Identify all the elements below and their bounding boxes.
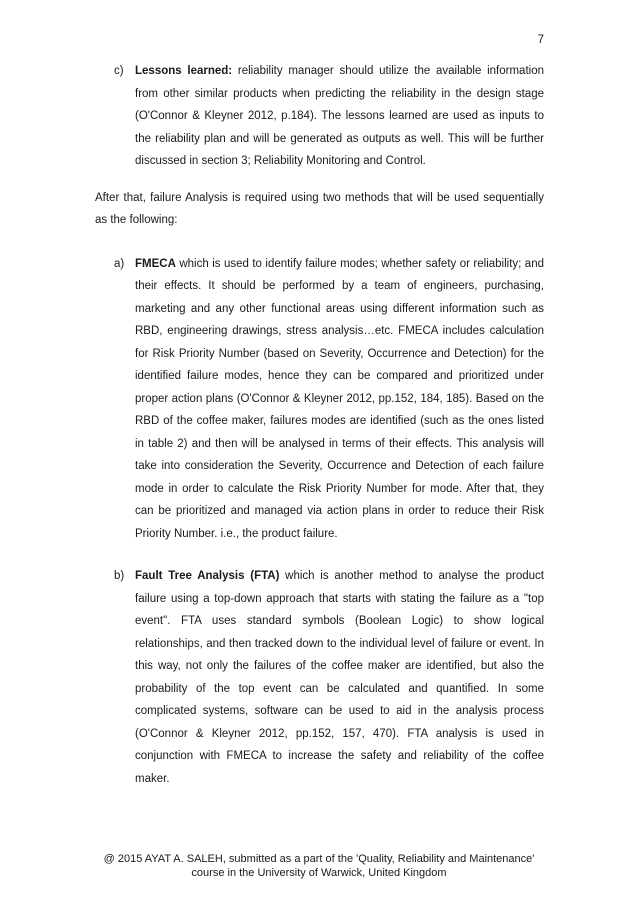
list-item-term: FMECA xyxy=(135,257,176,270)
list-item-lessons-learned xyxy=(95,60,544,173)
list-marker: b) xyxy=(114,570,125,582)
list-item-term: Lessons learned: xyxy=(135,65,233,77)
list-item-fmeca xyxy=(95,253,544,546)
list-marker: a) xyxy=(114,257,125,270)
list-item-text: which is used to identify failure modes; whether safety or reliability; and their effects. It should be performed by a team of engineers, purchasing, marketing and any other functional areas using different information such as RBD, engineering drawings, stress analysis…etc. FMECA includes calculation for Risk Priority Number (based on Severity, Occurrence and Detection) for the identified failure modes, hence they can be compared and prioritized under proper action plans (O'Connor & Kleyner 2012, pp.152, 184, 185). Based on the RBD of the coffee maker, failures modes are identified (such as the ones listed in table 2) and then will be analysed in terms of their effects. This analysis will take into consideration the Severity, Occurrence and Detection of each failure mode in order to calculate the Risk Priority Number for mode. After that, they can be prioritized and managed via action plans in order to reduce their Risk Priority Number. i.e., the product failure. xyxy=(135,257,544,540)
list-item-text: which is another method to analyse the product failure using a top-down approach that starts with stating the failure as a "top event". FTA uses standard symbols (Boolean Logic) to show logical relationships, and then tracked down to the individual level of failure or event. In this way, not only the failures of the coffee maker are identified, but also the probability of the top event can be calculated and quantified. In some complicated systems, software can be used to aid in the analysis process (O'Connor & Kleyner 2012, pp.152, 157, 470). FTA analysis is used in conjunction with FMECA to increase the safety and reliability of the coffee maker. xyxy=(135,570,545,785)
footer-line: @ 2015 AYAT A. SALEH, submitted as a part of the 'Quality, Reliability and Maintenance' xyxy=(103,853,535,865)
page-number: 7 xyxy=(537,34,544,46)
page-footer xyxy=(60,852,578,880)
list-item-text: reliability manager should utilize the available information from other similar products when predicting the reliability in the design stage (O'Connor & Kleyner 2012, p.184). The lessons learned are used as inputs to the reliability plan and will be generated as outputs as well. This will be further discussed in section 3; Reliability Monitoring and Control. xyxy=(135,65,544,167)
footer-line: course in the University of Warwick, United Kingdom xyxy=(191,867,447,879)
intro-paragraph: After that, failure Analysis is required using two methods that will be used sequentially as the following: xyxy=(95,191,544,226)
list-item-fta xyxy=(95,565,544,790)
list-item-term: Fault Tree Analysis (FTA) xyxy=(135,570,280,582)
document-body xyxy=(95,60,544,790)
list-marker: c) xyxy=(114,65,124,77)
